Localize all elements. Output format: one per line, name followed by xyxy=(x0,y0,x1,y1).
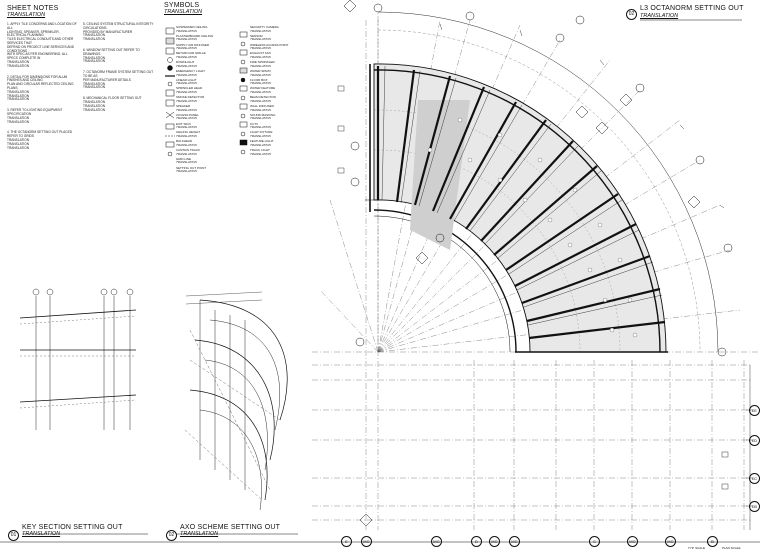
grid-bubble: C xyxy=(589,536,600,547)
sheet-note-line: 5. CEILING SYSTEM STRUCTURAL INTEGRITY CIRCULATIONS xyxy=(83,22,154,30)
symbol-label: TRANSLATION xyxy=(250,81,271,86)
sheet-note-line: 8. MECHANICAL FLOOR SETTING OUT xyxy=(83,96,142,101)
sheet-note xyxy=(83,49,155,64)
symbol-label: TRANSLATION xyxy=(250,37,271,42)
sheet-note-line: TRANSLATION xyxy=(7,63,30,68)
axo-scheme-title: AXO SCHEME SETTING OUT xyxy=(180,524,281,531)
sheet-note-line: TRANSLATION xyxy=(83,103,106,108)
symbol-label: SENSOR xyxy=(250,33,263,38)
symbol-label: TRANSLATION xyxy=(176,81,197,86)
symbol-label: WALL DIFFUSER xyxy=(250,104,274,109)
sheet-note-line: TRANSLATION xyxy=(7,137,30,142)
symbol-label: SPEAKER xyxy=(176,104,191,109)
main-drawing-number: 02 xyxy=(626,9,637,20)
sheet-note xyxy=(83,71,155,90)
sheet-note-line: TRANSLATION xyxy=(83,85,106,90)
symbol-label: TRANSLATION xyxy=(176,63,197,68)
grid-bubble: B xyxy=(707,536,718,547)
grid-bubble: MG xyxy=(665,536,676,547)
grid-bubble: LD xyxy=(749,435,760,446)
symbol-label: TRANSLATION xyxy=(176,37,197,42)
symbol-label: EMERGENCY LIGHT xyxy=(176,68,205,73)
symbol-label: CURTAIN TRACK xyxy=(176,147,201,152)
sheet-note-line: TRANSLATION xyxy=(83,107,106,112)
axo-scheme-drawing xyxy=(185,292,287,510)
grid-bubble: MG xyxy=(361,536,372,547)
grid-bubble: MG xyxy=(431,536,442,547)
symbol-label: TRANSLATION xyxy=(176,169,197,174)
sheet-note xyxy=(7,76,77,103)
main-drawing-subtitle: TRANSLATION xyxy=(640,13,679,19)
symbol-label: RETURN AIR GRILLE xyxy=(176,51,206,56)
grid-bubble: E xyxy=(341,536,352,547)
symbol-label: SUPPLY AIR DIFFUSER xyxy=(176,42,210,47)
symbol-label: FLOOR BOX xyxy=(250,77,268,82)
symbol-label: LIGHT FIXTURE xyxy=(250,130,273,135)
key-section-drawing xyxy=(20,289,136,430)
symbol-label: SPRINKLER HEAD xyxy=(176,86,203,91)
sheet-note-line: TRANSLATION xyxy=(83,37,106,42)
symbol-label: TRANSLATION xyxy=(250,116,271,121)
sheet-note-line: WITH SPEC AS PER ENGINEERING. ALL SPECS COMPLETE IN xyxy=(7,52,68,61)
symbols-right-column xyxy=(250,26,304,158)
symbol-label: LINEAR LIGHT xyxy=(176,77,197,82)
symbol-label: TRANSLATION xyxy=(176,54,197,59)
sheet-note-line: TRANSLATION xyxy=(83,81,106,86)
grid-bubble: LC xyxy=(749,473,760,484)
symbol-label: TRANSLATION xyxy=(250,107,271,112)
symbol-label: SMOKE DETECTOR xyxy=(176,95,205,100)
sheet-notes-title: SHEET NOTES xyxy=(7,5,59,12)
sheet-note-line: TRANSLATION xyxy=(83,99,106,104)
grid-bubble: MG xyxy=(627,536,638,547)
symbol-label: DOWNLIGHT xyxy=(176,60,195,65)
symbol-label: TRANSLATION xyxy=(176,90,197,95)
symbol-label: TRANSLATION xyxy=(176,142,197,147)
symbol-label: WATER FEATURE xyxy=(250,86,276,91)
grid-bubble: MG xyxy=(489,536,500,547)
symbol-label: TRANSLATION xyxy=(250,63,271,68)
symbol-label: TRANSLATION xyxy=(250,98,271,103)
symbol-label: FIRE SPRINKLER xyxy=(250,60,275,65)
sheet-note-line: 4. THE OCTANORM SETTING OUT PLACED REFER TO GRIDS xyxy=(7,130,72,139)
symbol-label: TRANSLATION xyxy=(176,160,197,165)
symbol-label: TRANSLATION xyxy=(250,54,271,59)
axo-scheme-subtitle: TRANSLATION xyxy=(180,531,219,537)
symbols-left-column xyxy=(176,26,236,175)
sheet-note-line: TRANSLATION xyxy=(7,59,30,64)
symbol-label: TRANSLATION xyxy=(250,125,271,130)
sheet-note-line: TRANSLATION xyxy=(7,115,30,120)
symbol-label: TRANSLATION xyxy=(176,125,197,130)
scale-note-typ: TYP. SCALE xyxy=(688,546,705,550)
grid-bubble: D xyxy=(471,536,482,547)
sheet-note-line: TRANSLATION xyxy=(7,119,30,124)
grid-bubble: MG xyxy=(509,536,520,547)
symbol-label: TRANSLATION xyxy=(250,133,271,138)
symbols-subtitle: TRANSLATION xyxy=(164,9,203,15)
symbol-label: TRANSLATION xyxy=(176,46,197,51)
sheet-note-line: TRANSLATION xyxy=(83,55,106,60)
main-drawing-title: L3 OCTANORM SETTING OUT xyxy=(640,5,744,12)
sheet-note-line: TRANSLATION xyxy=(7,93,30,98)
symbol-label: SUSPENDED CEILING xyxy=(176,25,208,29)
symbol-label: BEAM DETECTOR xyxy=(250,95,276,100)
sheet-note-line: TRANSLATION xyxy=(7,97,30,102)
symbol-label: TRANSLATION xyxy=(250,28,271,33)
symbol-label: TRANSLATION xyxy=(250,46,271,51)
symbol-label: TRANSLATION xyxy=(176,116,197,121)
symbol-label: TRANSLATION xyxy=(250,90,271,95)
sheet-note-line: TRANSLATION xyxy=(83,33,106,38)
key-section-subtitle: TRANSLATION xyxy=(22,531,61,537)
sheet-note-line: TILES ELECTRICAL CONDUITS AND OTHER SERVICES THAT xyxy=(7,37,74,45)
grid-bubble: LE xyxy=(749,405,760,416)
symbol-label: TRANSLATION xyxy=(176,151,197,156)
sheet-note-line: 6. WINDOW SETTING OUT REFER TO DRAWINGS xyxy=(83,47,140,56)
sheet-note-line: TRANSLATION xyxy=(7,89,30,94)
symbol-label: BULKHEAD xyxy=(176,139,193,144)
sheet-note xyxy=(83,97,155,112)
symbol-label: FEATURE LIGHT xyxy=(250,139,274,144)
sheet-note-line: TRANSLATION xyxy=(7,145,30,150)
sheet-note xyxy=(7,131,77,150)
symbol-label: TRANSLATION xyxy=(250,142,271,147)
symbol-label: TRANSLATION xyxy=(176,133,197,138)
symbol-label: EXIT SIGN xyxy=(176,121,191,126)
symbol-label: SECURITY CAMERA xyxy=(250,25,279,29)
key-section-number: 01 xyxy=(8,530,19,541)
grid-bubble: LB xyxy=(749,501,760,512)
symbol-label: TRANSLATION xyxy=(176,107,197,112)
symbol-label: EXHAUST FAN xyxy=(250,51,271,56)
sheet-note-line: 7. OCTANORM FRAME SYSTEM SETTING OUT TO BE AS xyxy=(83,70,154,78)
symbol-label: ACCESS PANEL xyxy=(176,112,199,117)
symbol-label: SETTING OUT POINT xyxy=(176,165,207,170)
symbols-title: SYMBOLS xyxy=(164,2,200,9)
sheet-notes-left-column xyxy=(7,23,77,157)
symbol-label: CEILING HEIGHT xyxy=(176,130,201,135)
symbol-label: SOUND MASKING xyxy=(250,112,276,117)
symbol-label: PLASTERBOARD CEILING xyxy=(176,33,214,38)
symbols-legend xyxy=(164,2,304,174)
scale-note-plan: PLAN SCALE xyxy=(722,546,741,550)
sheet-note-line: 3. REFER TO LIGHTING EQUIPMENT SPECIFICATION xyxy=(7,108,63,116)
symbol-label: TRACK LIGHT xyxy=(250,147,270,152)
sheet-notes-right-column xyxy=(83,23,155,119)
sheet-note-line: 1. APPLY TILE CONCERNS AND LOCATION OF ALL xyxy=(7,22,77,30)
sheet-note-line: PLAN AND CIRCULAR REFLECTED CEILING PLANS xyxy=(7,82,74,90)
sheet-note-line: 2. DETAIL FOR DIMENSIONS FOR ALUM FINISHES AND CEILING xyxy=(7,74,68,83)
sheet-note-line: PER MANUFACTURER DETAILS xyxy=(83,77,131,82)
sheet-notes xyxy=(7,5,155,150)
sheet-note-line: TRANSLATION xyxy=(83,59,106,64)
sheet-note-line: PROVIDED BY MANUFACTURER xyxy=(83,29,133,34)
symbol-label: TRANSLATION xyxy=(176,28,197,33)
symbol-label: TRANSLATION xyxy=(176,72,197,77)
sheet-note xyxy=(7,109,77,124)
symbol-label: TRANSLATION xyxy=(176,98,197,103)
symbol-label: CCTV xyxy=(250,121,259,126)
sheet-note-line: DEPEND ON PROJECT LINE SERVICES AND CONDITIONS xyxy=(7,44,75,53)
symbol-label: WIRELESS ACCESS POINT xyxy=(250,42,289,47)
sheet-note-line: TRANSLATION xyxy=(7,141,30,146)
symbol-label: WATER SPRAY xyxy=(250,68,272,73)
sheet-notes-subtitle: TRANSLATION xyxy=(7,12,46,18)
symbol-label: TRANSLATION xyxy=(250,72,271,77)
sheet-note xyxy=(83,23,155,42)
sheet-note xyxy=(7,23,77,69)
axo-scheme-number: 02 xyxy=(166,530,177,541)
sheet-note-line: LIGHTING, SPEAKER, SPRINKLER, ELECTRICAL PLANNING xyxy=(7,29,60,38)
symbol-label: GRID LINE xyxy=(176,156,192,161)
symbol-label: TRANSLATION xyxy=(250,151,271,156)
key-section-title: KEY SECTION SETTING OUT xyxy=(22,524,123,531)
